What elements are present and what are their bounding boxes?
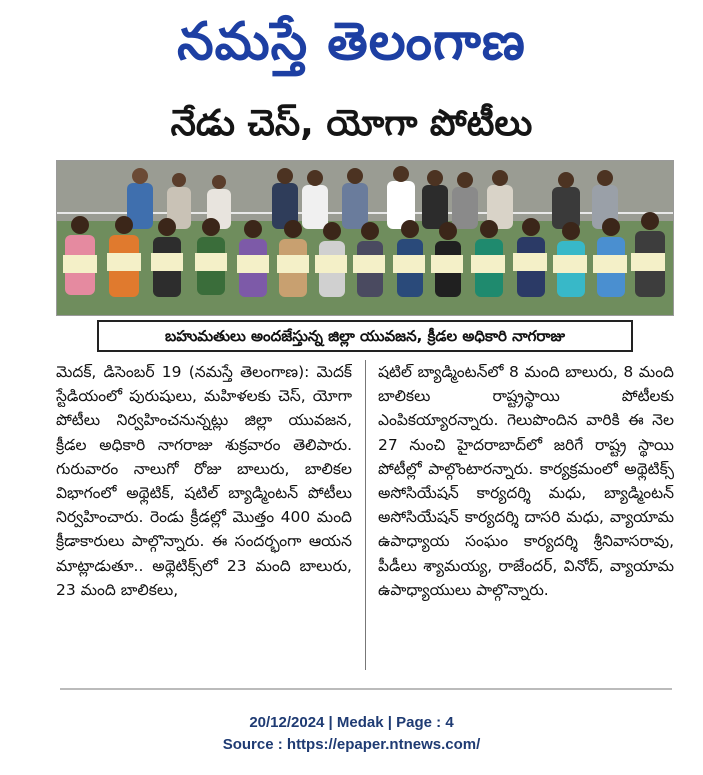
article-headline: నేడు చెస్, యోగా పోటీలు <box>170 103 533 144</box>
article-column-right: షటిల్ బ్యాడ్మింటన్‌లో 8 మంది బాలురు, 8 మంది బాలికలు రాష్ట్రస్థాయి పోటీలకు ఎంపికయ్యారన్నారు. గెలుపొందిన వారికి ఈ నెల 27 నుంచి హైదరాబాద్‌లో జరిగే రాష్ట్ర స్థాయి పోటీల్లో పాల్గొంటారన్నారు. కార్యక్రమంలో అథ్లెటిక్స్ అసోసియేషన్ కార్యదర్శి మధు, బ్యాడ్మింటన్ అసోసియేషన్ కార్యదర్శి దాసరి మధు, వ్యాయామ ఉపాధ్యాయ సంఘం కార్యదర్శి శ్రీనివాసరావు, పీడీలు శ్యామయ్య, రాజేందర్, వినోద్, వ్యాయామ ఉపాధ్యాయులు పాల్గొన్నారు. <box>378 363 674 599</box>
article-photo <box>56 160 674 316</box>
photo-caption: బహుమతులు అందజేస్తున్న జిల్లా యువజన, క్రీడల అధికారి నాగరాజు <box>97 320 633 352</box>
bottom-rule <box>60 688 672 690</box>
article-column-left: మెదక్, డిసెంబర్ 19 (నమస్తే తెలంగాణ): మెదక్ స్టేడియంలో పురుషులు, మహిళలకు చెస్, యోగా పోటీలు నిర్వహించనున్నట్లు జిల్లా యువజన, క్రీడల అధికారి నాగరాజు శుక్రవారం తెలిపారు. గురువారం నాలుగో రోజు బాలురు, బాలికల విభాగంలో అథ్లెటిక్, షటిల్ బ్యాడ్మింటన్ పోటీలు నిర్వహించారు. రెండు క్రీడల్లో మొత్తం 400 మంది క్రీడాకారులు పాల్గొన్నారు. ఈ సందర్భంగా ఆయన మాట్లాడుతూ.. అథ్లెటిక్స్‌లో 23 మంది బాలురు, 23 మంది బాలికలు, <box>56 363 352 599</box>
source-line: Source : https://epaper.ntnews.com/ <box>222 736 481 753</box>
article-body <box>56 360 674 676</box>
clipping-footer <box>0 712 703 766</box>
newspaper-masthead <box>0 0 703 86</box>
column-divider <box>365 360 366 670</box>
group-photo-illustration <box>57 161 674 316</box>
masthead-title: నమస్తే తెలంగాణ <box>177 12 526 72</box>
edition-line: 20/12/2024 | Medak | Page : 4 <box>249 714 454 731</box>
